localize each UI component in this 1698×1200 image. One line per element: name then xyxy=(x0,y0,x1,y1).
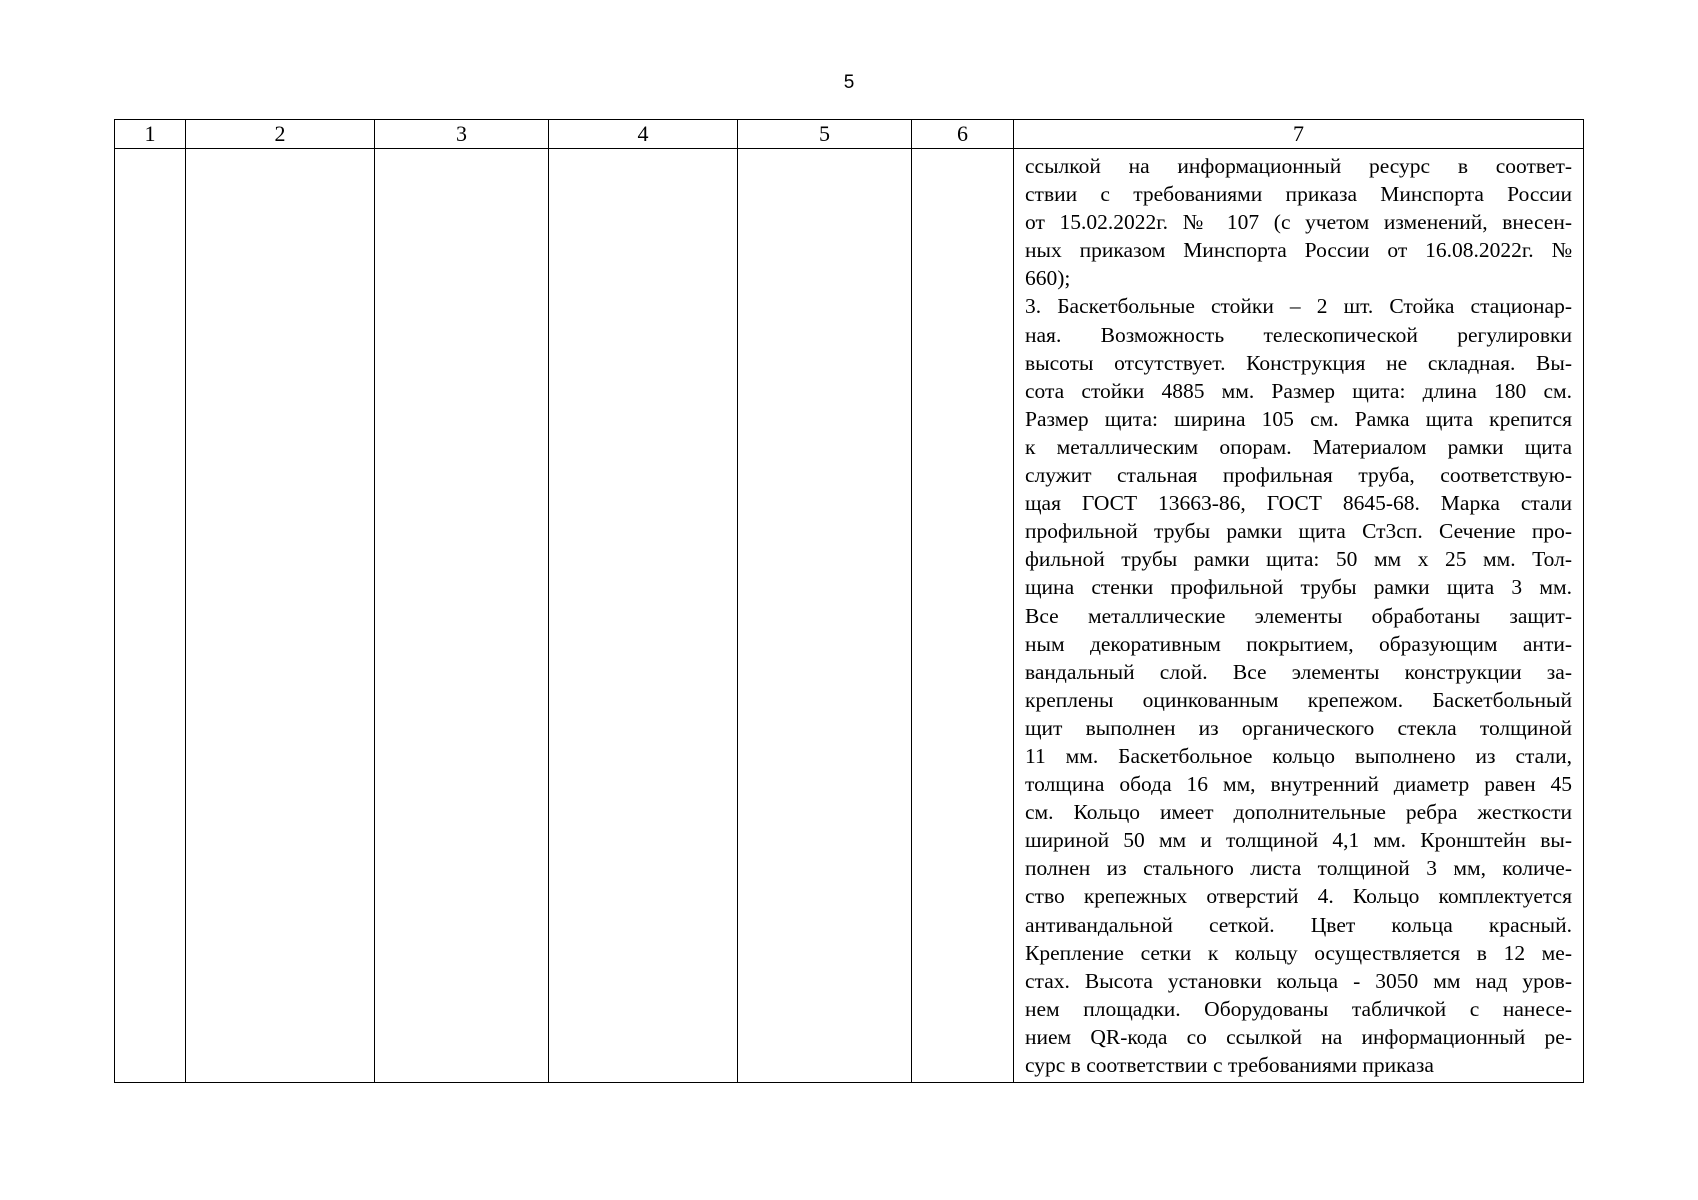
description-line: щая ГОСТ 13663-86, ГОСТ 8645-68. Марка стали xyxy=(1025,491,1572,516)
specification-table xyxy=(114,119,1584,1083)
description-line: ным декоративным покрытием, образующим анти- xyxy=(1025,631,1572,656)
table-cell-col-4 xyxy=(549,149,738,1083)
table-cell-col-5 xyxy=(738,149,912,1083)
description-line: полнен из стального листа толщиной 3 мм, количе- xyxy=(1025,856,1572,881)
table-row xyxy=(115,149,1584,1083)
description-line: щит выполнен из органического стекла толщиной xyxy=(1025,715,1572,740)
description-line: ство крепежных отверстий 4. Кольцо комплектуется xyxy=(1025,884,1572,909)
page-number: 5 xyxy=(843,72,855,93)
description-line: нием QR-кода со ссылкой на информационный ре- xyxy=(1025,1024,1572,1049)
description-line: Размер щита: ширина 105 см. Рамка щита крепится xyxy=(1025,406,1572,431)
table-cell-col-1 xyxy=(115,149,186,1083)
description-line: сота стойки 4885 мм. Размер щита: длина 180 см. xyxy=(1025,378,1572,403)
description-line: 660); xyxy=(1025,266,1071,291)
description-line: щина стенки профильной трубы рамки щита 3 мм. xyxy=(1025,575,1572,600)
description-line: сурс в соответствии с требованиями приказа xyxy=(1025,1053,1434,1077)
description-line: толщина обода 16 мм, внутренний диаметр равен 45 xyxy=(1025,772,1572,797)
description-text xyxy=(1025,152,1572,1079)
description-line: от 15.02.2022г. № 107 (с учетом изменений, внесен- xyxy=(1025,210,1572,235)
description-line: служит стальная профильная труба, соответствую- xyxy=(1025,463,1572,488)
table-cell-col-2 xyxy=(186,149,375,1083)
table-header-row xyxy=(115,120,1584,149)
column-header-7: 7 xyxy=(1014,120,1584,149)
description-line: высоты отсутствует. Конструкция не складная. Вы- xyxy=(1025,350,1572,375)
description-line: Все металлические элементы обработаны защит- xyxy=(1025,603,1572,628)
description-line: фильной трубы рамки щита: 50 мм х 25 мм. Тол- xyxy=(1025,547,1572,572)
description-line: см. Кольцо имеет дополнительные ребра жесткости xyxy=(1025,800,1572,825)
description-line: ных приказом Минспорта России от 16.08.2022г. № xyxy=(1025,238,1572,263)
description-line: нем площадки. Оборудованы табличкой с нанесе- xyxy=(1025,996,1572,1021)
table-cell-col-6 xyxy=(912,149,1014,1083)
description-line: профильной трубы рамки щита Ст3сп. Сечение про- xyxy=(1025,519,1572,544)
description-line: 11 мм. Баскетбольное кольцо выполнено из стали, xyxy=(1025,743,1572,768)
description-line: ствии с требованиями приказа Минспорта России xyxy=(1025,182,1572,207)
description-line: креплены оцинкованным крепежом. Баскетбольный xyxy=(1025,687,1572,712)
column-header-4: 4 xyxy=(549,120,738,149)
column-header-6: 6 xyxy=(912,120,1014,149)
description-line: вандальный слой. Все элементы конструкции за- xyxy=(1025,659,1572,684)
description-line: Крепление сетки к кольцу осуществляется в 12 ме- xyxy=(1025,940,1572,965)
description-line: 3. Баскетбольные стойки – 2 шт. Стойка стационар- xyxy=(1025,294,1572,319)
description-line: стах. Высота установки кольца - 3050 мм над уров- xyxy=(1025,968,1572,993)
column-header-5: 5 xyxy=(738,120,912,149)
column-header-1: 1 xyxy=(115,120,186,149)
description-line: ная. Возможность телескопической регулировки xyxy=(1025,322,1572,347)
description-line: антивандальной сеткой. Цвет кольца красный. xyxy=(1025,912,1572,937)
column-header-2: 2 xyxy=(186,120,375,149)
column-header-3: 3 xyxy=(375,120,549,149)
table-cell-description xyxy=(1014,149,1584,1083)
description-line: ссылкой на информационный ресурс в соответ- xyxy=(1025,154,1572,178)
description-line: шириной 50 мм и толщиной 4,1 мм. Кронштейн вы- xyxy=(1025,828,1572,853)
table-cell-col-3 xyxy=(375,149,549,1083)
description-line: к металлическим опорам. Материалом рамки щита xyxy=(1025,434,1572,459)
